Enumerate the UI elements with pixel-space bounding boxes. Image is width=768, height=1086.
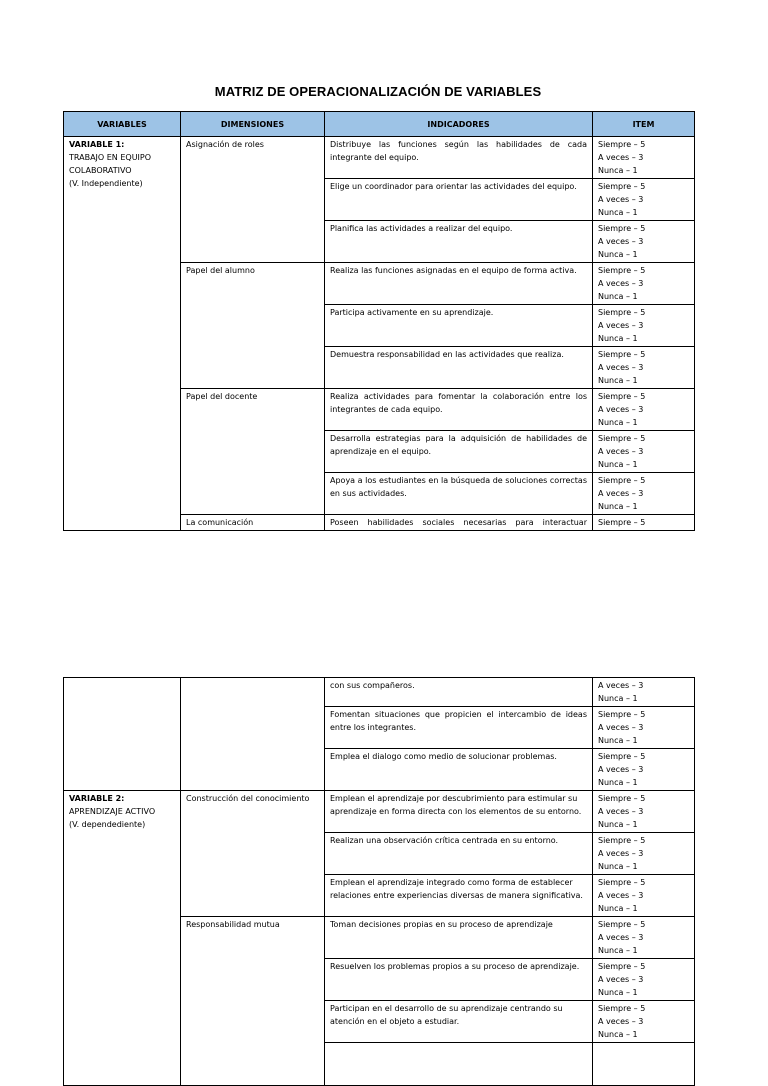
variable-2-cell [64, 791, 181, 1086]
variable-2-name: VARIABLE 2: [69, 794, 125, 803]
item-scale: A veces – 3 Nunca – 1 [593, 678, 695, 707]
dimension-papel-docente: Papel del docente [181, 389, 325, 515]
item-scale: Siempre – 5 A veces – 3 Nunca – 1 [593, 791, 695, 833]
item-scale: Siempre – 5 [593, 515, 695, 531]
header-dimensiones: DIMENSIONES [181, 112, 325, 137]
item-scale: Siempre – 5 A veces – 3 Nunca – 1 [593, 917, 695, 959]
table-header-row [64, 112, 695, 137]
item-scale: Siempre – 5 A veces – 3 Nunca – 1 [593, 389, 695, 431]
dimension-comunicacion: La comunicación [181, 515, 325, 531]
indicator: Participan en el desarrollo de su aprendizaje centrando su atención en el objeto a estudiar. [325, 1001, 593, 1043]
item-scale: Siempre – 5 A veces – 3 Nunca – 1 [593, 707, 695, 749]
indicator: Toman decisiones propias en su proceso de aprendizaje [325, 917, 593, 959]
indicator: Realizan una observación crítica centrada en su entorno. [325, 833, 593, 875]
table-row [64, 137, 695, 179]
item-scale: Siempre – 5 A veces – 3 Nunca – 1 [593, 749, 695, 791]
item-scale-cutoff [593, 1043, 695, 1086]
dimension-construccion-conocimiento: Construcción del conocimiento [181, 791, 325, 917]
document-title: MATRIZ DE OPERACIONALIZACIÓN DE VARIABLES [214, 84, 542, 99]
item-scale: Siempre – 5 A veces – 3 Nunca – 1 [593, 875, 695, 917]
variable-1-line1: TRABAJO EN EQUIPO [69, 153, 152, 162]
dimension-asignacion-roles: Asignación de roles [181, 137, 325, 263]
variable-1-name: VARIABLE 1: [69, 140, 125, 149]
operationalization-table-part-2 [63, 677, 695, 1086]
indicator: Resuelven los problemas propios a su proceso de aprendizaje. [325, 959, 593, 1001]
item-scale: Siempre – 5 A veces – 3 Nunca – 1 [593, 305, 695, 347]
operationalization-table-part-1 [63, 111, 695, 531]
item-scale: Siempre – 5 A veces – 3 Nunca – 1 [593, 179, 695, 221]
indicator: Participa activamente en su aprendizaje. [325, 305, 593, 347]
item-scale: Siempre – 5 A veces – 3 Nunca – 1 [593, 221, 695, 263]
item-scale: Siempre – 5 A veces – 3 Nunca – 1 [593, 431, 695, 473]
dimension-responsabilidad-mutua: Responsabilidad mutua [181, 917, 325, 1086]
indicator: Distribuye las funciones según las habilidades de cada integrante del equipo. [325, 137, 593, 179]
item-scale: Siempre – 5 A veces – 3 Nunca – 1 [593, 473, 695, 515]
indicator: Fomentan situaciones que propicien el intercambio de ideas entre los integrantes. [325, 707, 593, 749]
variable-2-type: (V. dependediente) [69, 820, 146, 829]
table-row [64, 678, 695, 707]
header-indicadores: INDICADORES [325, 112, 593, 137]
dimension-empty-cell [181, 678, 325, 791]
variable-1-line2: COLABORATIVO [69, 166, 132, 175]
item-scale: Siempre – 5 A veces – 3 Nunca – 1 [593, 263, 695, 305]
header-variables: VARIABLES [64, 112, 181, 137]
item-scale: Siempre – 5 A veces – 3 Nunca – 1 [593, 1001, 695, 1043]
indicator: Poseen habilidades sociales necesarias para interactuar [325, 515, 593, 531]
variable-1-cell [64, 137, 181, 531]
variable-1-type: (V. Independiente) [69, 179, 143, 188]
header-item: ITEM [593, 112, 695, 137]
indicator: Realiza las funciones asignadas en el equipo de forma activa. [325, 263, 593, 305]
indicator: Demuestra responsabilidad en las actividades que realiza. [325, 347, 593, 389]
indicator: Realiza actividades para fomentar la colaboración entre los integrantes de cada equipo. [325, 389, 593, 431]
indicator: Emplean el aprendizaje por descubrimiento para estimular su aprendizaje en forma directa con los elementos de su entorno. [325, 791, 593, 833]
indicator: Elige un coordinador para orientar las actividades del equipo. [325, 179, 593, 221]
variable-empty-cell [64, 678, 181, 791]
indicator: Apoya a los estudiantes en la búsqueda de soluciones correctas en sus actividades. [325, 473, 593, 515]
indicator: Desarrolla estrategias para la adquisición de habilidades de aprendizaje en el equipo. [325, 431, 593, 473]
dimension-papel-alumno: Papel del alumno [181, 263, 325, 389]
indicator-cutoff [325, 1043, 593, 1086]
variable-2-line1: APRENDIZAJE ACTIVO [69, 807, 156, 816]
item-scale: Siempre – 5 A veces – 3 Nunca – 1 [593, 347, 695, 389]
item-scale: Siempre – 5 A veces – 3 Nunca – 1 [593, 137, 695, 179]
indicator: Emplea el dialogo como medio de solucionar problemas. [325, 749, 593, 791]
item-scale: Siempre – 5 A veces – 3 Nunca – 1 [593, 959, 695, 1001]
item-scale: Siempre – 5 A veces – 3 Nunca – 1 [593, 833, 695, 875]
indicator: Emplean el aprendizaje integrado como forma de establecer relaciones entre experiencias diversas de manera significativa. [325, 875, 593, 917]
indicator: Planifica las actividades a realizar del equipo. [325, 221, 593, 263]
indicator: con sus compañeros. [325, 678, 593, 707]
table-row [64, 791, 695, 833]
